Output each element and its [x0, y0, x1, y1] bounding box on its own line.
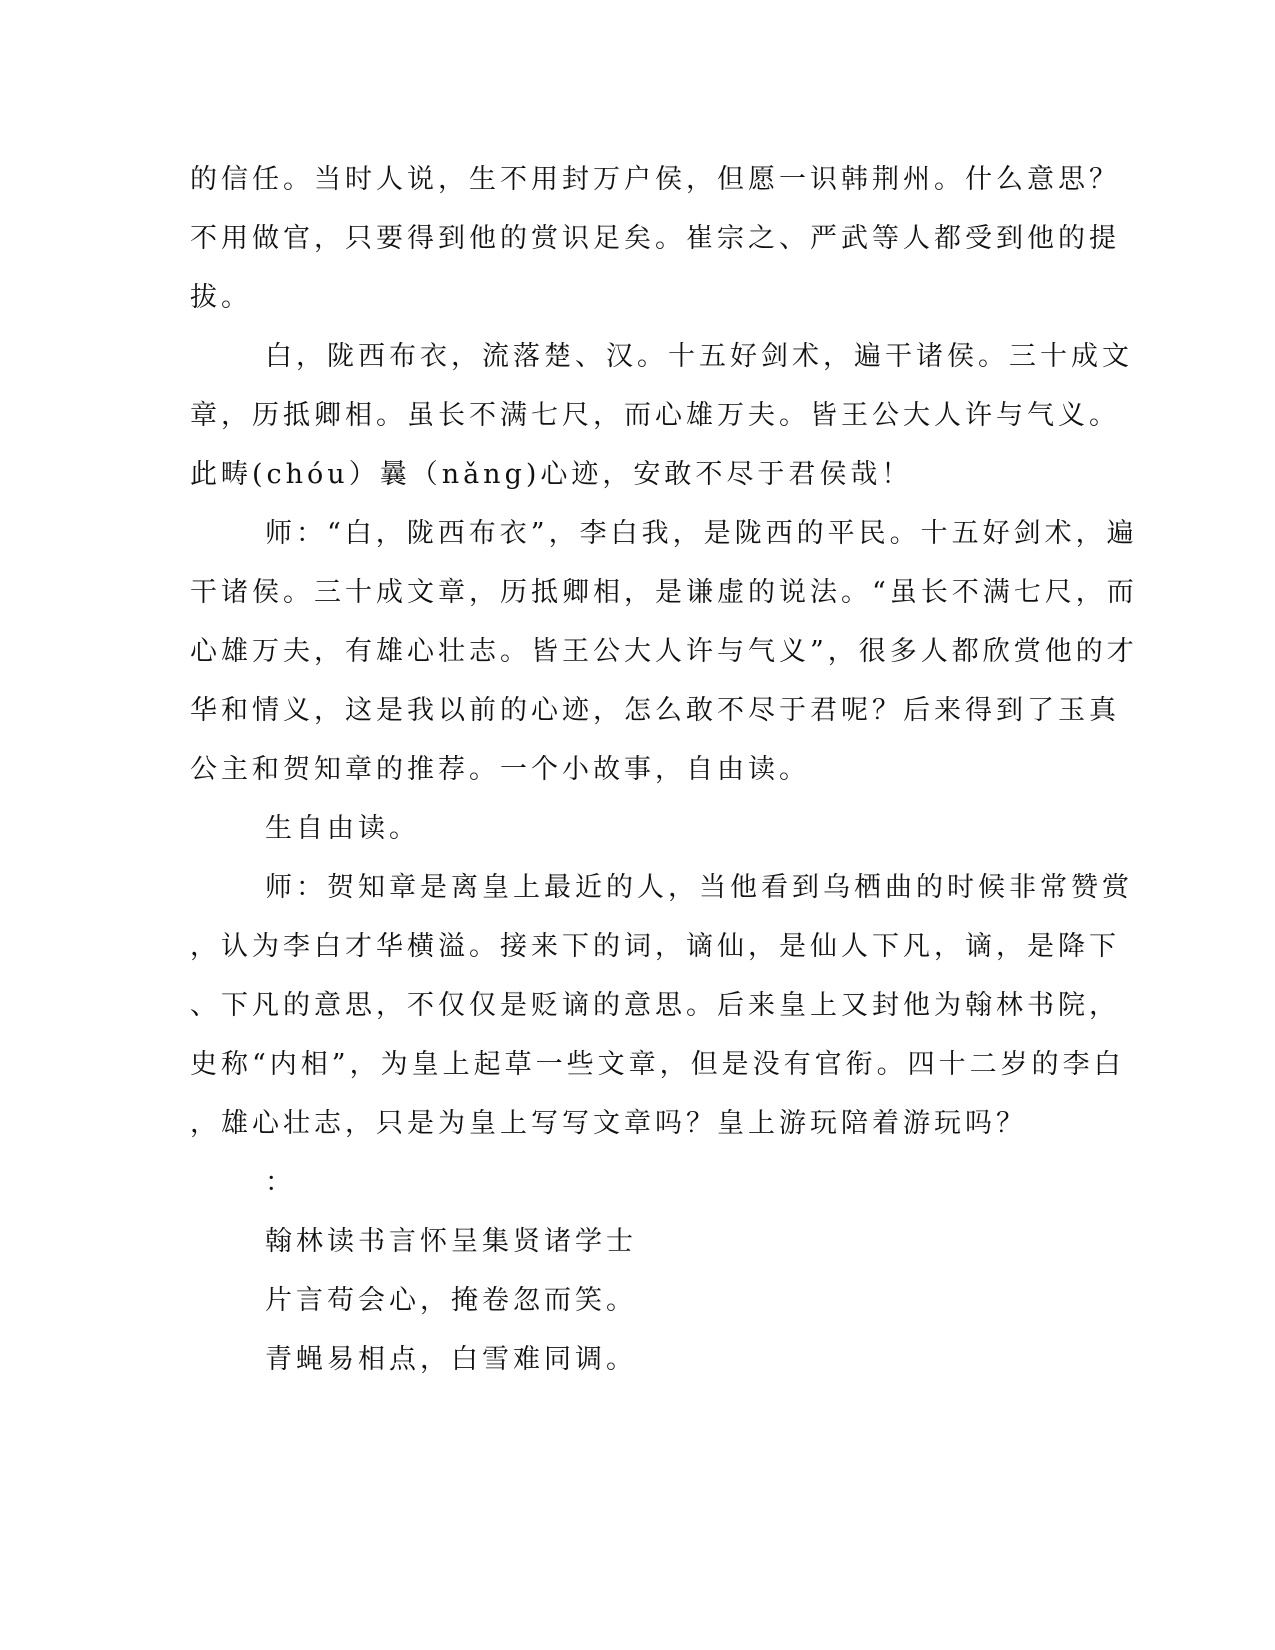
poem-line: 青蝇易相点，白雪难同调。 — [265, 1344, 637, 1375]
text-line: 的信任。当时人说，生不用封万户侯，但愿一识韩荆州。什么意思？ — [190, 164, 1120, 195]
text-line: 、下凡的意思，不仅仅是贬谪的意思。后来皇上又封他为翰林书院， — [190, 990, 1120, 1021]
poem-title: 翰林读书言怀呈集贤诸学士 — [265, 1226, 637, 1257]
paragraph-first-line: 师：贺知章是离皇上最近的人，当他看到乌栖曲的时候非常赞赏 — [265, 872, 1133, 903]
paragraph-first-line: 白，陇西布衣，流落楚、汉。十五好剑术，遍干诸侯。三十成文 — [265, 341, 1133, 372]
text-line: 此畴(chóu）曩（nǎng)心迹，安敢不尽于君侯哉！ — [190, 459, 913, 490]
text-line: 拔。 — [190, 282, 252, 313]
text-line: 干诸侯。三十成文章，历抵卿相，是谦虚的说法。“虽长不满七尺，而 — [190, 577, 1138, 608]
text-line: 华和情义，这是我以前的心迹，怎么敢不尽于君呢？后来得到了玉真 — [190, 695, 1120, 726]
paragraph-first-line: 生自由读。 — [265, 813, 420, 844]
text-line: 章，历抵卿相。虽长不满七尺，而心雄万夫。皆王公大人许与气义。 — [190, 400, 1120, 431]
text-line: ，雄心壮志，只是为皇上写写文章吗？皇上游玩陪着游玩吗？ — [190, 1108, 1027, 1139]
text-line: 史称“内相”，为皇上起草一些文章，但是没有官衔。四十二岁的李白 — [190, 1049, 1125, 1080]
text-line: 公主和贺知章的推荐。一个小故事，自由读。 — [190, 754, 810, 785]
text-line: 不用做官，只要得到他的赏识足矣。崔宗之、严武等人都受到他的提 — [190, 223, 1120, 254]
text-line: ，认为李白才华横溢。接来下的词，谪仙，是仙人下凡，谪，是降下 — [190, 931, 1120, 962]
paragraph-first-line: 师：“白，陇西布衣”，李白我，是陇西的平民。十五好剑术，遍 — [265, 518, 1138, 549]
text-line: 心雄万夫，有雄心壮志。皆王公大人许与气义”，很多人都欣赏他的才 — [190, 636, 1138, 667]
poem-line: 片言苟会心，掩卷忽而笑。 — [265, 1285, 637, 1316]
colon-line: ： — [265, 1167, 296, 1198]
